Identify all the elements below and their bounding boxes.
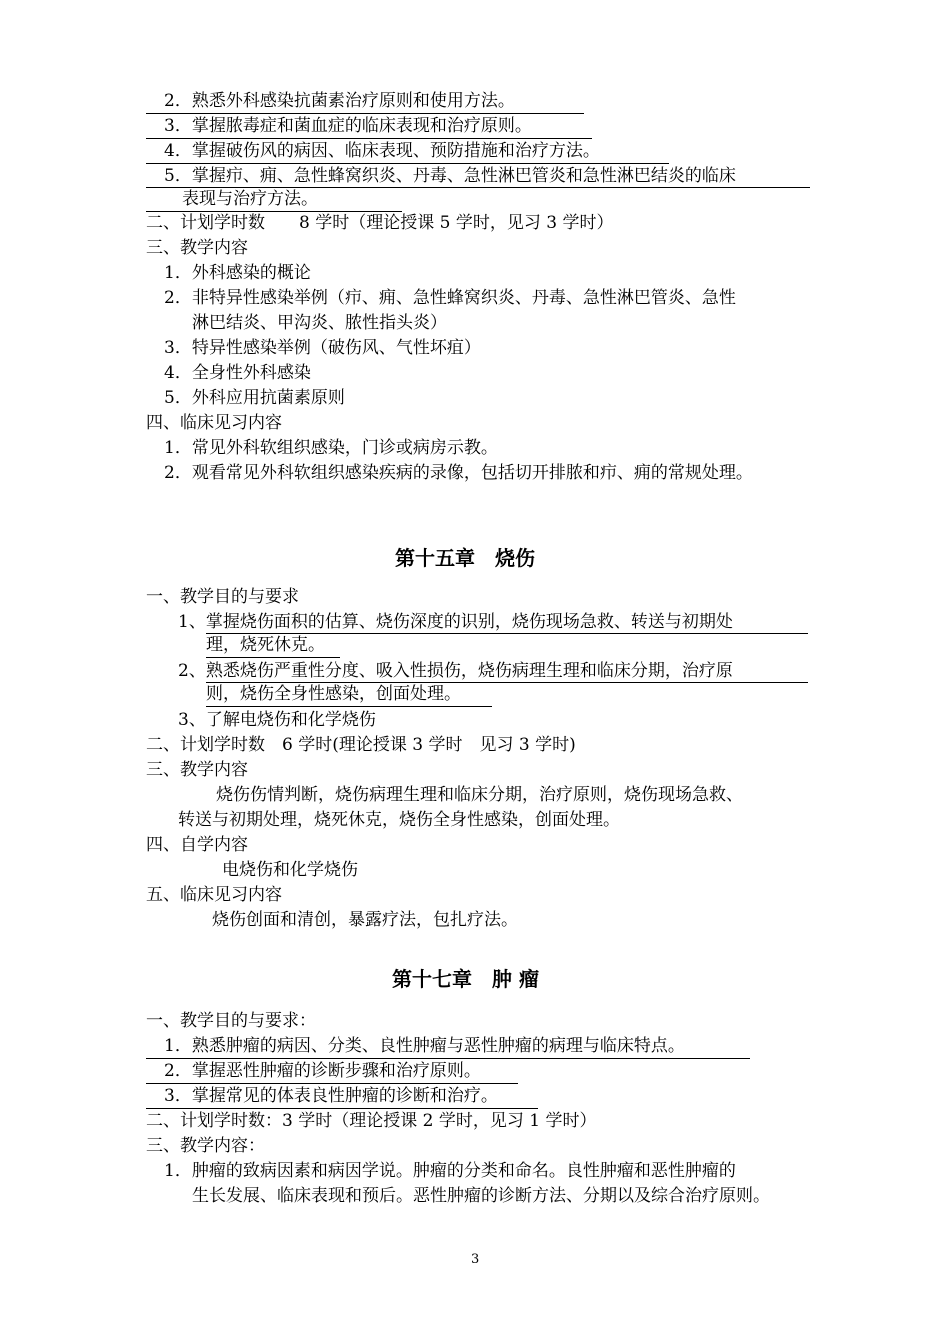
hours-heading: 二、计划学时数 8 学时（理论授课 5 学时，见习 3 学时）: [146, 213, 614, 233]
clinical-heading: 五、临床见习内容: [146, 885, 282, 905]
clinical-content: 烧伤创面和清创，暴露疗法，包扎疗法。: [212, 910, 518, 930]
content-heading: 三、教学内容: [146, 760, 248, 780]
self-study-heading: 四、自学内容: [146, 835, 248, 855]
objective-item: 4．掌握破伤风的病因、临床表现、预防措施和治疗方法。: [146, 140, 669, 164]
clinical-heading: 四、临床见习内容: [146, 413, 282, 433]
content-item-continued: 淋巴结炎、甲沟炎、脓性指头炎）: [192, 313, 447, 333]
objective-item-continued: 则，烧伤全身性感染，创面处理。: [206, 683, 492, 707]
content-item: 5．外科应用抗菌素原则: [164, 388, 345, 408]
content-heading: 三、教学内容: [146, 238, 248, 258]
objective-item: 2．掌握恶性肿瘤的诊断步骤和治疗原则。: [146, 1060, 518, 1084]
objectives-heading: 一、教学目的与要求：: [146, 1011, 316, 1031]
objective-item: 3．掌握常见的体表良性肿瘤的诊断和治疗。: [146, 1085, 538, 1109]
content-paragraph-line: 烧伤伤情判断，烧伤病理生理和临床分期，治疗原则，烧伤现场急救、: [216, 785, 743, 805]
objective-item: 5．掌握疖、痈、急性蜂窝织炎、丹毒、急性淋巴管炎和急性淋巴结炎的临床: [164, 166, 736, 186]
objective-item-continued: 理，烧死休克。: [206, 634, 340, 658]
content-paragraph-line: 转送与初期处理，烧死休克，烧伤全身性感染，创面处理。: [178, 810, 620, 830]
objectives-heading: 一、教学目的与要求: [146, 587, 299, 607]
content-paragraph-line: 生长发展、临床表现和预后。恶性肿瘤的诊断方法、分期以及综合治疗原则。: [192, 1186, 770, 1206]
content-item: 4．全身性外科感染: [164, 363, 311, 383]
objective-item-continued: 表现与治疗方法。: [146, 188, 402, 212]
page-number: 3: [471, 1252, 480, 1267]
hours-heading: 二、计划学时数 6 学时(理论授课 3 学时 见习 3 学时): [146, 735, 576, 755]
objective-item: 2．熟悉外科感染抗菌素治疗原则和使用方法。: [146, 90, 584, 114]
content-item: 2．非特异性感染举例（疖、痈、急性蜂窝织炎、丹毒、急性淋巴管炎、急性: [164, 288, 736, 308]
objective-item: 3．掌握脓毒症和菌血症的临床表现和治疗原则。: [146, 115, 592, 139]
objective-item: 1．熟悉肿瘤的病因、分类、良性肿瘤与恶性肿瘤的病理与临床特点。: [146, 1035, 750, 1059]
objective-item: 2、熟悉烧伤严重性分度、吸入性损伤，烧伤病理生理和临床分期，治疗原: [178, 661, 733, 681]
content-paragraph-line: 1．肿瘤的致病因素和病因学说。肿瘤的分类和命名。良性肿瘤和恶性肿瘤的: [164, 1161, 736, 1181]
objective-item: 3、了解电烧伤和化学烧伤: [178, 710, 376, 730]
chapter-title: 第十五章 烧伤: [395, 546, 535, 570]
content-item: 1．外科感染的概论: [164, 263, 311, 283]
clinical-item: 1．常见外科软组织感染，门诊或病房示教。: [164, 438, 498, 458]
content-item: 3．特异性感染举例（破伤风、气性坏疽）: [164, 338, 481, 358]
content-heading: 三、教学内容：: [146, 1136, 265, 1156]
self-study-content: 电烧伤和化学烧伤: [222, 860, 358, 880]
clinical-item: 2．观看常见外科软组织感染疾病的录像，包括切开排脓和疖、痈的常规处理。: [164, 463, 753, 483]
hours-heading: 二、计划学时数：3 学时（理论授课 2 学时，见习 1 学时）: [146, 1111, 597, 1131]
chapter-title: 第十七章 肿 瘤: [392, 967, 539, 991]
objective-item: 1、掌握烧伤面积的估算、烧伤深度的识别，烧伤现场急救、转送与初期处: [178, 612, 733, 632]
